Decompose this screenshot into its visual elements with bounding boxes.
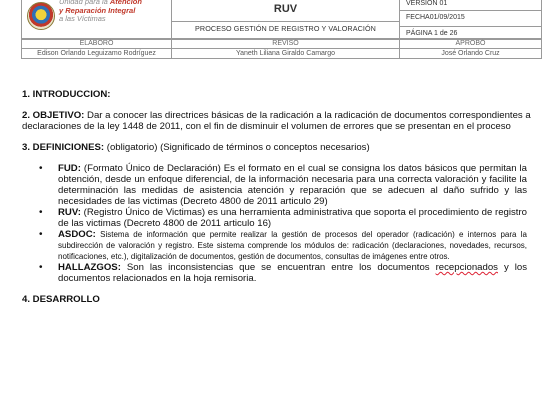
bullet-icon: • [39, 207, 43, 218]
organization-logo-text: Unidad para la Atención y Reparación Integral a las Víctimas [59, 0, 142, 23]
list-item [22, 163, 537, 207]
section-heading: 2. OBJETIVO: [22, 110, 85, 121]
document-header [21, 0, 542, 40]
divider [400, 26, 541, 27]
bullet-icon: • [39, 163, 43, 174]
version-label: VERSIÓN 01 [406, 0, 448, 7]
page-number: PÁGINA 1 de 26 [406, 30, 458, 37]
definition-text: (Registro Único de Victimas) es una herramienta administrativa que soporta el procedimiento de registro de las victimas (Decreto 4800 de 2011 articulo 16) [58, 207, 527, 229]
section-desarrollo: 4. DESARROLLO [22, 294, 100, 305]
reviso-label: REVISÓ [172, 39, 400, 49]
divider [400, 10, 541, 11]
definition-text: Son las inconsistencias que se encuentran entre los documentos [120, 262, 436, 273]
term: RUV: [58, 207, 81, 218]
section-definiciones [22, 142, 537, 153]
definitions-list [22, 163, 537, 284]
coat-of-arms-logo [27, 2, 55, 30]
document-body [22, 89, 537, 305]
term: ASDOC: [58, 229, 96, 240]
section-text: (obligatorio) (Significado de términos o conceptos necesarios) [104, 142, 370, 153]
section-objetivo [22, 110, 537, 132]
date-label: FECHA01/09/2015 [406, 14, 465, 21]
section-introduccion: 1. INTRODUCCION: [22, 89, 111, 100]
list-item [22, 207, 537, 229]
definition-text: y los documentos relacionados en la hoja remisoria. [58, 262, 527, 284]
spellcheck-underlined-word: recepcionados [435, 262, 498, 273]
aprobo-label: APROBÓ [400, 39, 542, 49]
divider [172, 21, 399, 22]
bullet-icon: • [39, 229, 43, 240]
signature-table [21, 38, 542, 59]
elaboro-name: Edison Orlando Leguizamo Rodríguez [22, 49, 172, 59]
term: FUD: [58, 163, 81, 174]
definition-text: (Formato Único de Declaración) Es el formato en el cual se consigna los datos básicos que permitan la obtención, desde un enfoque diferencial, de la información necesaria para una correcta valoración y facilite la determinación las medidas de asistencia atención y reparación que se adecuen al daño sufrido y las necesidades de las victimas (Decreto 4800 de 2011 articulo 29) [58, 163, 527, 207]
reviso-name: Yaneth Liliana Giraldo Camargo [172, 49, 400, 59]
aprobo-name: José Orlando Cruz [400, 49, 542, 59]
definition-text: Sistema de información que permite realizar la gestión de procesos del operador (radicación) e internos para la subdirección de valoración y registro. Este sistema comprende los módulos de: radicación (declaraciones, novedades, recursos, notificaciones, etc.), digitalización de documentos, gestión de documentos, consultas de imágenes entre otros. [58, 230, 527, 261]
section-heading: 3. DEFINICIONES: [22, 142, 105, 153]
logo-cell [22, 0, 172, 40]
version-cell [400, 0, 542, 40]
section-text: Dar a conocer las directrices básicas de la radicación a la radicación de documentos correspondientes a declaraciones de la ley 1448 de 2011, con el fin de disminuir el volumen de errores que se presentan en el proceso [22, 110, 531, 132]
list-item [22, 262, 537, 284]
title-cell [172, 0, 400, 40]
elaboro-label: ELABORÓ [22, 39, 172, 49]
bullet-icon: • [39, 262, 43, 273]
document-title: RUV [273, 3, 298, 15]
term: HALLAZGOS: [58, 262, 121, 273]
process-name: PROCESO GESTIÓN DE REGISTRO Y VALORACIÓN [195, 24, 376, 33]
list-item [22, 229, 537, 262]
